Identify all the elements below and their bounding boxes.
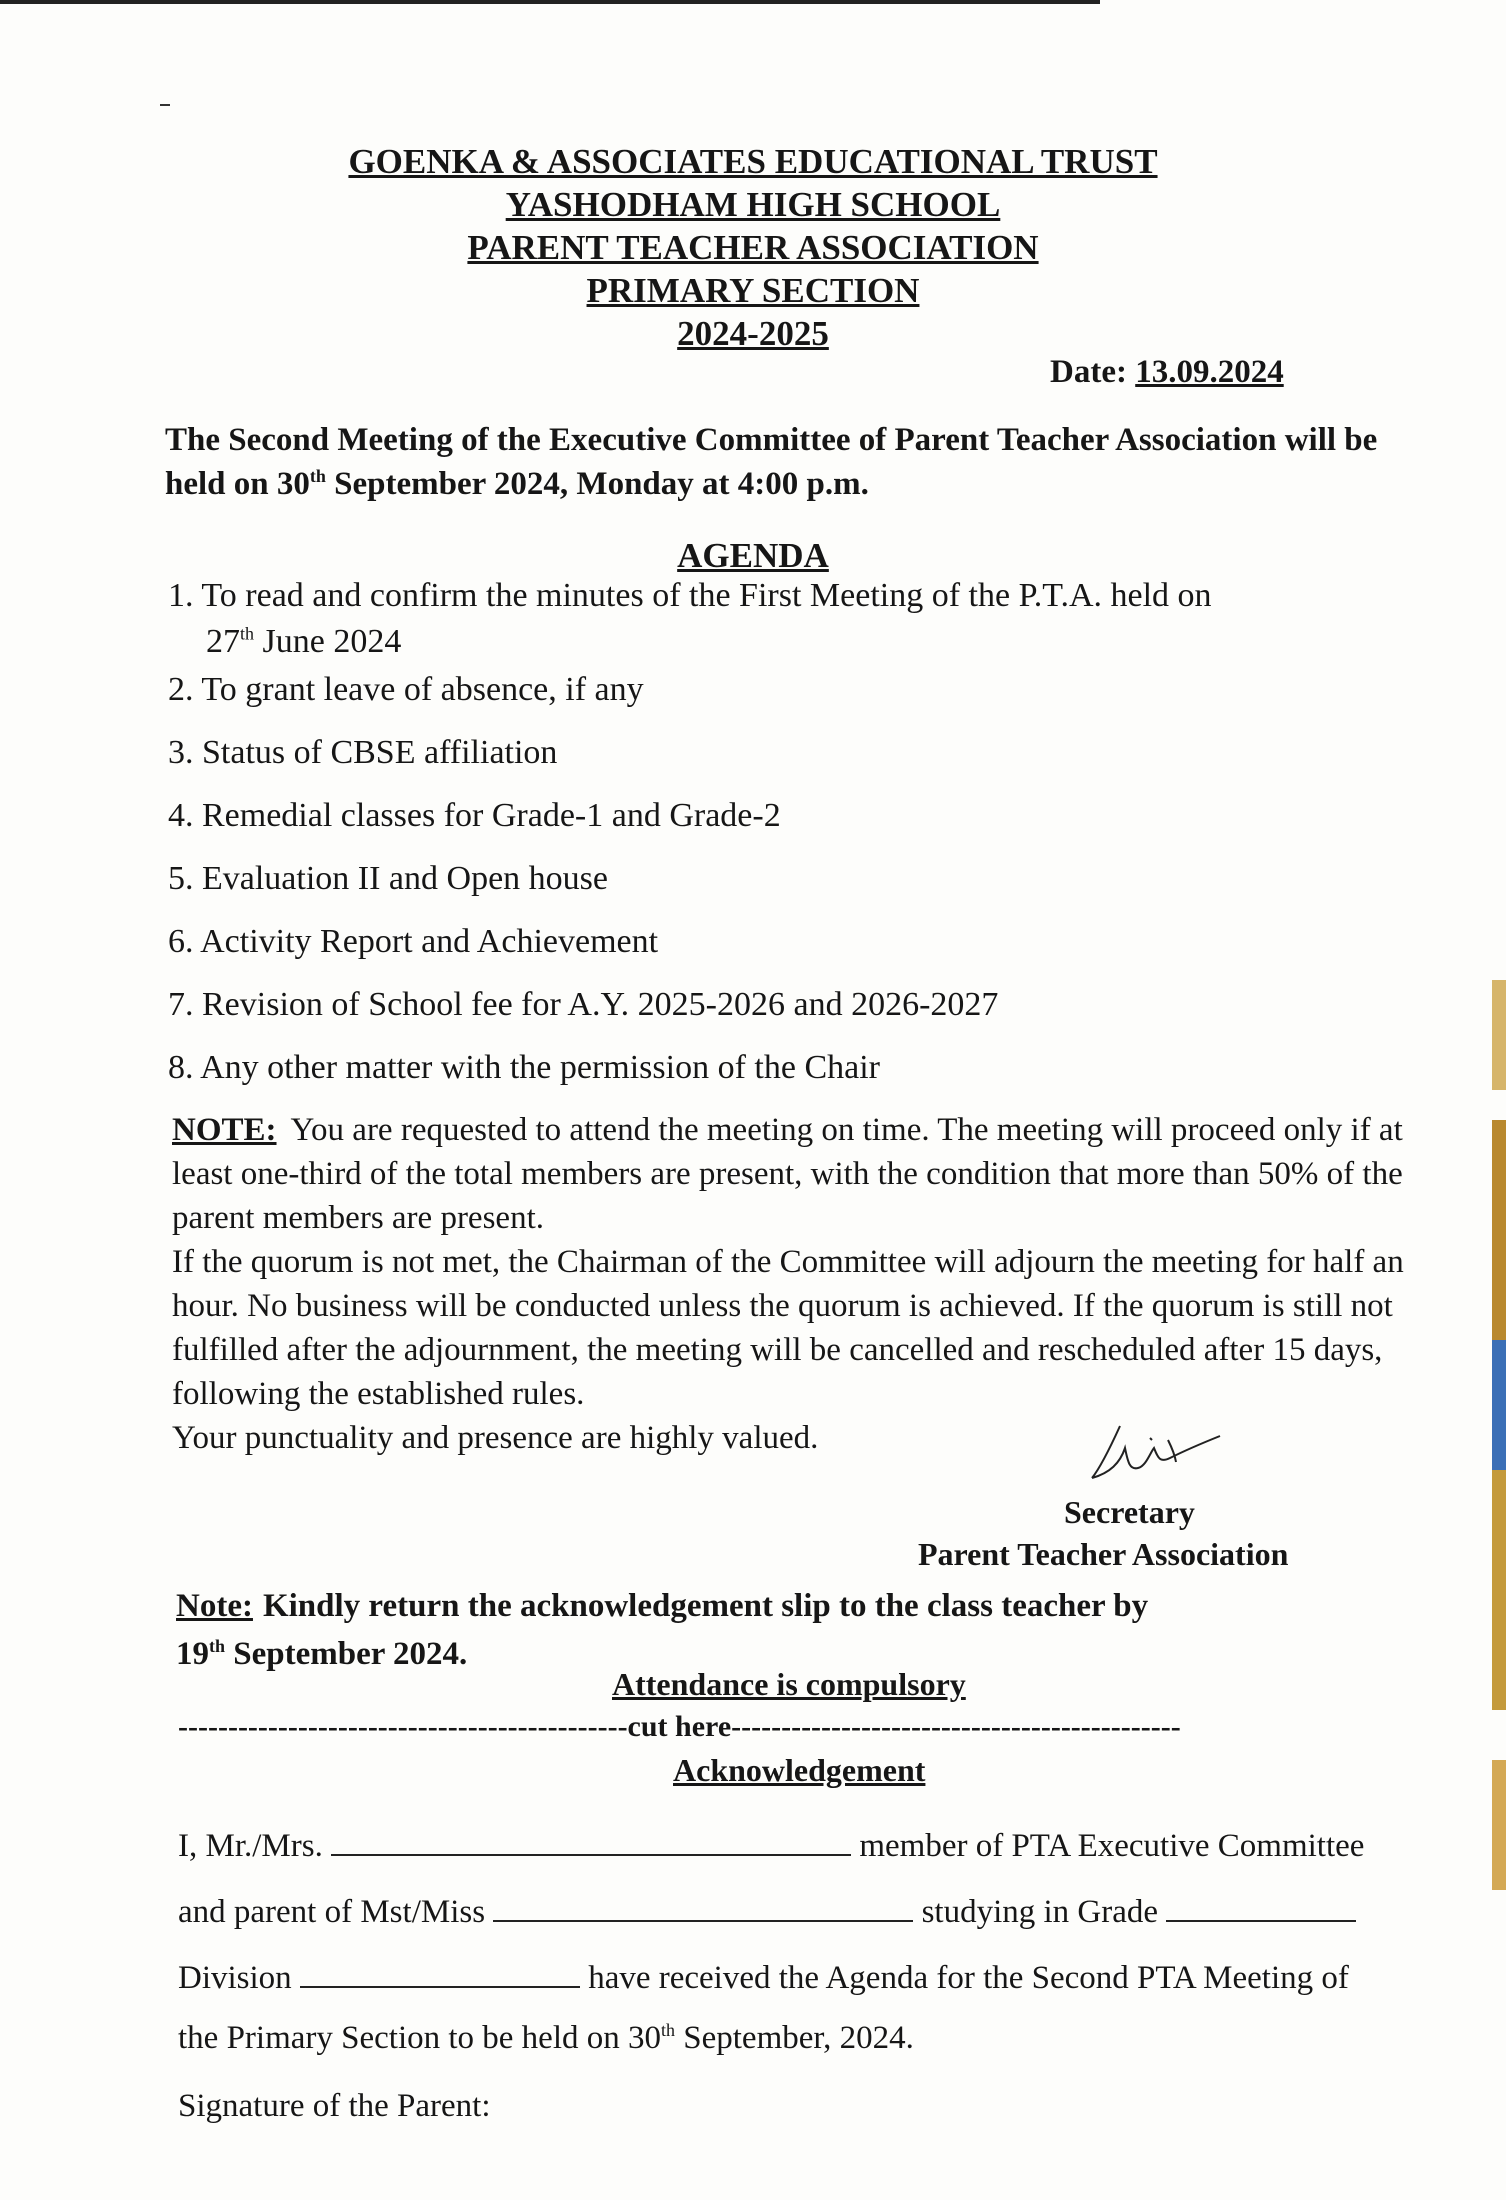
ack-line <box>178 2020 1428 2057</box>
note-label: NOTE: <box>172 1112 277 1148</box>
agenda-item: 8. Any other matter with the permission of the Chair <box>168 1049 880 1086</box>
parent-signature-label: Signature of the Parent: <box>178 2088 491 2124</box>
return-note-label: Note: <box>176 1588 253 1624</box>
intro-sup: th <box>309 466 326 486</box>
page-edge-strip <box>1492 1470 1506 1710</box>
agenda-item: 5. Evaluation II and Open house <box>168 860 608 897</box>
student-name-field[interactable] <box>493 1890 913 1922</box>
agenda-item: 2. To grant leave of absence, if any <box>168 671 644 708</box>
return-note <box>176 1582 1326 1678</box>
trust-name: GOENKA & ASSOCIATES EDUCATIONAL TRUST <box>348 142 1158 181</box>
agenda-item-text: 1. To read and confirm the minutes of the First Meeting of the P.T.A. held on <box>168 577 1212 614</box>
school-name: YASHODHAM HIGH SCHOOL <box>505 185 1001 224</box>
ack-text: Division <box>178 1960 292 1996</box>
agenda-title: AGENDA <box>677 536 829 575</box>
page-edge-strip <box>1492 1760 1506 1890</box>
agenda-item <box>168 572 1388 666</box>
note-para: If the quorum is not met, the Chairman of the Committee will adjourn the meeting for half an hour. No business will be conducted unless the quorum is achieved. If the quorum is still not fulfilled after the adjournment, the meeting will be cancelled and rescheduled after 15 days, following the established rules. <box>172 1244 1404 1412</box>
agenda-item: 4. Remedial classes for Grade-1 and Grade-2 <box>168 797 781 834</box>
ack-text: the Primary Section to be held on 30 <box>178 2020 661 2056</box>
intro-text: The Second Meeting of the Executive Committee of Parent Teacher Association will be held on 30 <box>165 422 1378 502</box>
ack-text: and parent of Mst/Miss <box>178 1894 486 1930</box>
meeting-announcement <box>165 418 1395 506</box>
top-border <box>0 0 1100 4</box>
ack-line <box>178 1824 1428 1865</box>
association-name: PARENT TEACHER ASSOCIATION <box>467 228 1039 267</box>
return-note-date: September 2024. <box>225 1636 468 1672</box>
stray-mark <box>160 104 170 106</box>
secretary-signature <box>1080 1418 1230 1488</box>
agenda-item: 6. Activity Report and Achievement <box>168 923 659 960</box>
ack-text: studying in Grade <box>921 1894 1159 1930</box>
attendance-notice: Attendance is compulsory <box>612 1666 966 1702</box>
ack-text: have received the Agenda for the Second PTA Meeting of <box>588 1960 1349 1996</box>
agenda-item-date: 27 <box>206 623 240 660</box>
signatory-title: Secretary <box>1064 1494 1195 1530</box>
letterhead <box>0 140 1506 355</box>
cut-line: ---------------------------------------------cut here--------------------------------------------- <box>178 1710 1181 1743</box>
intro-text-end: September 2024, Monday at 4:00 p.m. <box>325 466 869 502</box>
notice-date <box>1050 354 1284 391</box>
ack-text: September, 2024. <box>675 2020 914 2056</box>
date-value: 13.09.2024 <box>1135 354 1284 390</box>
return-note-text: Kindly return the acknowledgement slip to the class teacher by <box>262 1588 1149 1624</box>
page-edge-strip <box>1492 980 1506 1090</box>
quorum-note <box>172 1108 1442 1460</box>
grade-field[interactable] <box>1166 1890 1356 1922</box>
date-label: Date: <box>1050 354 1136 390</box>
agenda-list <box>168 572 1388 1107</box>
agenda-item: 7. Revision of School fee for A.Y. 2025-2026 and 2026-2027 <box>168 986 999 1023</box>
return-note-sup: th <box>209 1636 226 1656</box>
page-edge-strip <box>1492 1120 1506 1340</box>
agenda-item-continuation <box>168 620 1388 664</box>
return-note-day: 19 <box>176 1636 209 1672</box>
ack-line <box>178 1890 1428 1931</box>
acknowledgement-title: Acknowledgement <box>673 1752 926 1788</box>
note-text: You are requested to attend the meeting on time. The meeting will proceed only if at least one-third of the total members are present, with the condition that more than 50% of the parent members are present. <box>172 1112 1403 1236</box>
signatory-org: Parent Teacher Association <box>918 1536 1289 1572</box>
division-field[interactable] <box>300 1956 580 1988</box>
parent-name-field[interactable] <box>331 1824 851 1856</box>
agenda-item-sup: th <box>240 623 255 644</box>
section-name: PRIMARY SECTION <box>586 271 920 310</box>
note-para <box>172 1108 1442 1240</box>
ack-line <box>178 1956 1428 1997</box>
agenda-item: 3. Status of CBSE affiliation <box>168 734 558 771</box>
ack-sup: th <box>661 2020 676 2040</box>
academic-year: 2024-2025 <box>677 314 829 353</box>
ack-text: member of PTA Executive Committee <box>859 1828 1365 1864</box>
ack-text: I, Mr./Mrs. <box>178 1828 323 1864</box>
note-para: Your punctuality and presence are highly valued. <box>172 1420 819 1456</box>
page-edge-strip <box>1492 1340 1506 1470</box>
agenda-item-date-end: June 2024 <box>254 623 402 660</box>
